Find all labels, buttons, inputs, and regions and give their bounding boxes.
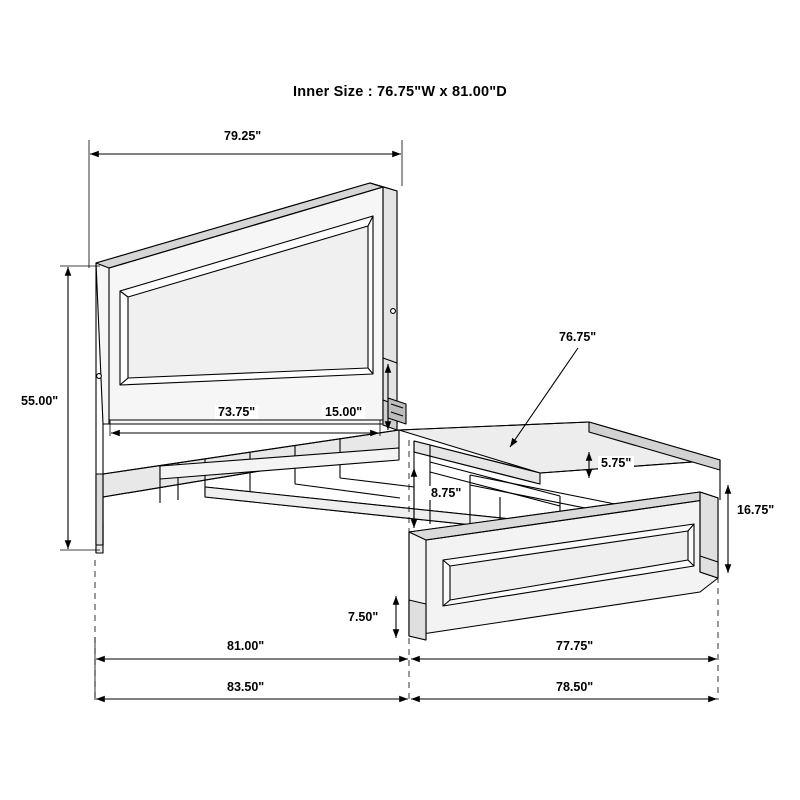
dimension-label-slat-clearance: 8.75": [428, 486, 464, 500]
dimension-label-slat-thickness: 5.75": [598, 456, 634, 470]
dimension-label-overall-height: 55.00": [18, 394, 61, 408]
dimension-label-headboard-width: 79.25": [221, 129, 264, 143]
dimension-label-rail-to-slat-height: 15.00": [322, 405, 365, 419]
page-title: Inner Size : 76.75"W x 81.00"D: [293, 84, 507, 100]
dimension-label-headboard-inner-width: 73.75": [215, 405, 258, 419]
bed-illustration: [96, 183, 720, 640]
dimension-label-overall-depth: 78.50": [553, 680, 596, 694]
dimension-label-footboard-base-height: 7.50": [345, 610, 381, 624]
dimension-label-side-rail-length: 81.00": [224, 639, 267, 653]
dimension-label-overall-length: 83.50": [224, 680, 267, 694]
dimension-label-footboard-height: 16.75": [734, 503, 777, 517]
dimension-label-mattress-width: 76.75": [556, 330, 599, 344]
dimension-label-footboard-depth: 77.75": [553, 639, 596, 653]
dimension-arrows: [68, 154, 728, 699]
